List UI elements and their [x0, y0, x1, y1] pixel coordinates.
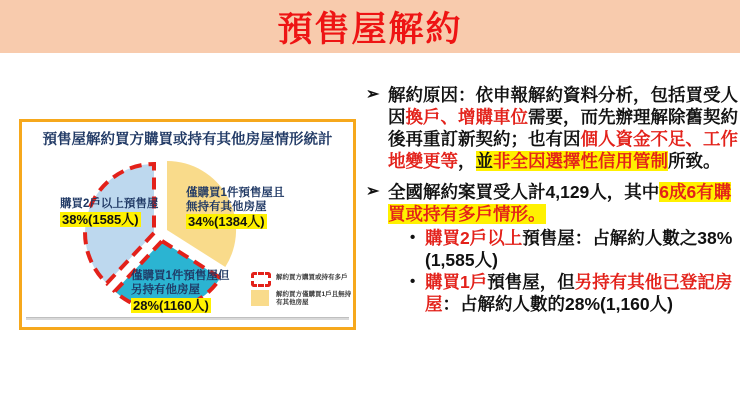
legend-label: 解約買方僅購買1戶且無持有其他房屋: [276, 291, 352, 306]
text-segment: 解約原因：依申報解約資料分析，包括買受人因: [388, 85, 738, 127]
slice34-value: 34%(1384人): [188, 214, 265, 229]
text-segment: ：占解約人數的28%(1,160人): [442, 294, 673, 314]
text-segment: 另持有其他已登記房屋: [425, 272, 733, 314]
panel-bottom-rule: [26, 317, 349, 320]
slice34-label: 僅購買1件預售屋且 無持有其他房屋: [186, 187, 285, 213]
text-segment: 全國解約案買受人計4,129人，其中: [388, 182, 660, 202]
sub-bullet-text: [425, 227, 738, 271]
text-segment: 所致。: [668, 151, 721, 171]
chart-title: 預售屋解約買方購買或持有其他房屋情形統計: [42, 132, 333, 148]
text-segment: 預售屋：占解約人數之38%(1,585人): [425, 228, 733, 270]
legend-item-single-unit: [251, 289, 355, 307]
sub-bullet-list: [410, 227, 738, 315]
red-dashed-swatch-icon: [251, 272, 271, 287]
slice38-value: 38%(1585人): [62, 212, 139, 227]
chart-legend: [251, 272, 355, 309]
bullet-text: [388, 181, 738, 315]
text-segment: 個人資金不足、工作地變更等: [388, 129, 738, 171]
text-segment: 購買2戶以上: [425, 228, 523, 248]
text-segment: 預售屋，但: [487, 272, 575, 292]
sub-bullet-text: [425, 271, 738, 315]
legend-item-multi-unit: [251, 272, 355, 287]
text-segment: ，: [458, 151, 476, 171]
dot-bullet-icon: •: [410, 273, 416, 290]
text-segment: 需要，而先辦理解除舊契約後再重訂新契約；也有因: [388, 107, 738, 149]
sub-bullet-one-plus-registered: [410, 271, 738, 315]
text-segment: 6成6有購買或持有多戶情形。: [388, 182, 732, 224]
slice28-label: 僅購買1件預售屋但 另持有他房屋: [131, 270, 230, 296]
text-segment: 並: [475, 151, 493, 171]
bullet-national-stats: [366, 181, 738, 315]
text-segment: 非全因選擇性信用管制: [493, 151, 668, 171]
sub-bullet-two-or-more: [410, 227, 738, 271]
bullet-termination-reasons: [366, 84, 738, 172]
body-text-column: [366, 84, 738, 324]
chart-panel: [19, 119, 356, 330]
bullet-text-main: [388, 182, 731, 224]
dot-bullet-icon: •: [410, 229, 416, 246]
slide-header: [0, 0, 740, 53]
slide-title: 預售屋解約: [277, 9, 463, 49]
slice38-label: 購買2戶以上預售屋: [60, 198, 159, 210]
bullet-text: [388, 84, 738, 172]
slice28-value: 28%(1160人): [133, 298, 209, 313]
arrow-bullet-icon: ➢: [366, 183, 380, 200]
text-segment: 換戶、增購車位: [405, 107, 528, 127]
arrow-bullet-icon: ➢: [366, 86, 380, 103]
text-segment: 購買1戶: [425, 272, 488, 292]
tan-square-swatch-icon: [251, 290, 269, 306]
legend-label: 解約買方購買或持有多戶: [276, 274, 348, 281]
